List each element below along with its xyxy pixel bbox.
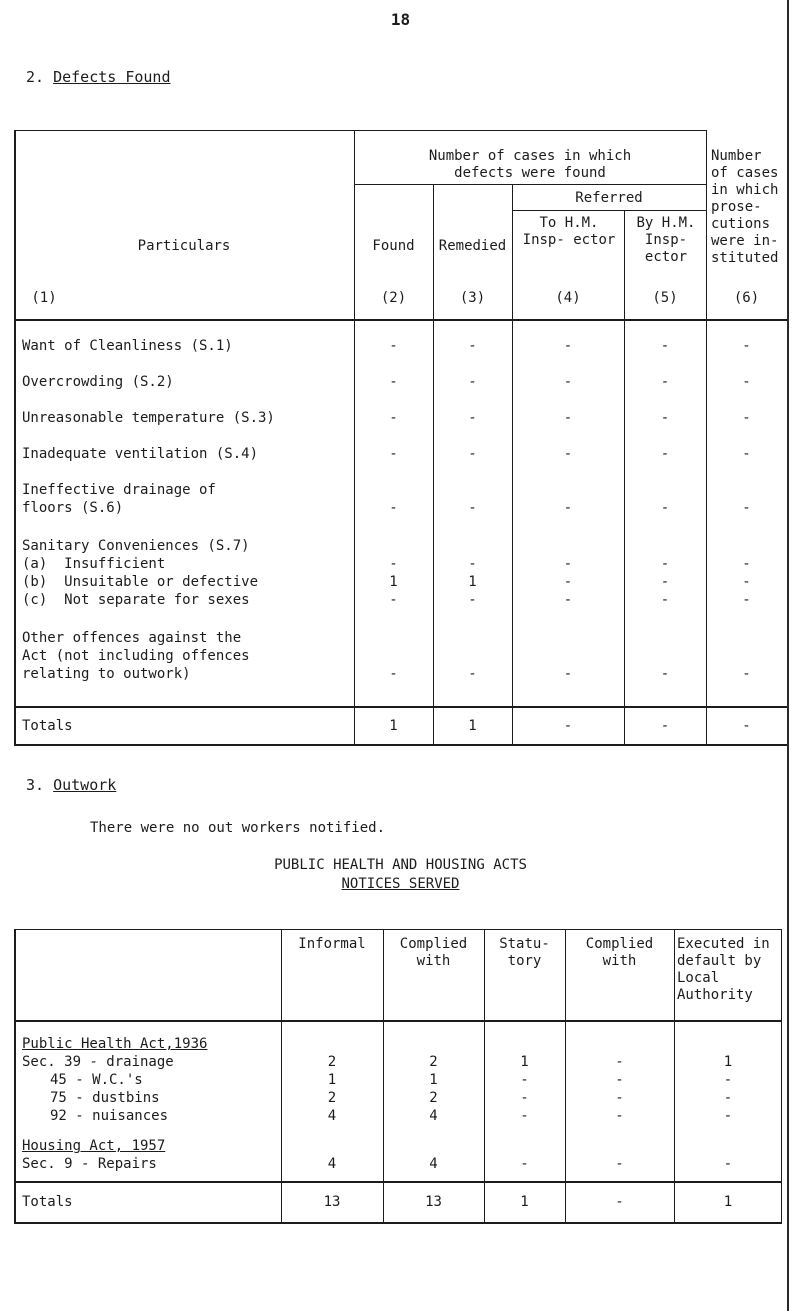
- notices-cell: -: [520, 1072, 529, 1088]
- defects-cell: -: [563, 556, 573, 572]
- defects-cell: -: [742, 592, 751, 608]
- notices-cell: 1: [429, 1072, 438, 1088]
- section2-heading: [26, 68, 171, 86]
- notices-totals-complied-1: 13: [425, 1194, 442, 1210]
- col-5-label: (5): [652, 290, 678, 306]
- defects-cell: -: [468, 500, 477, 516]
- notices-cell: 4: [429, 1156, 438, 1172]
- notices-cell: 4: [327, 1108, 337, 1124]
- notices-title: PUBLIC HEALTH AND HOUSING ACTS: [274, 857, 527, 873]
- notices-cell: -: [615, 1072, 624, 1088]
- notices-row-label: Sec. 9 - Repairs: [22, 1156, 157, 1172]
- notices-cell: 1: [327, 1072, 337, 1088]
- header-referred: Referred: [575, 190, 643, 206]
- defects-cell: -: [742, 574, 751, 590]
- defects-cell: -: [563, 446, 573, 462]
- section3-heading: [26, 776, 116, 794]
- defects-cell: -: [468, 556, 477, 572]
- notices-cell: -: [520, 1156, 529, 1172]
- defects-cell: -: [389, 374, 398, 390]
- defects-row-label: Act (not including offences: [22, 648, 250, 664]
- defects-row-label: (a) Insufficient: [22, 556, 166, 572]
- notices-totals-executed: 1: [723, 1194, 733, 1210]
- notices-totals-informal: 13: [323, 1194, 341, 1210]
- defects-row-label: (c) Not separate for sexes: [22, 592, 250, 608]
- defects-cell: -: [468, 592, 477, 608]
- col-2-label: (2): [380, 290, 407, 306]
- header-executed-default: Executed in default by Local Authority: [677, 936, 770, 1003]
- defects-cell: -: [563, 338, 573, 354]
- defects-cell: -: [563, 574, 573, 590]
- defects-cell: -: [742, 556, 751, 572]
- totals-prosecutions: -: [742, 718, 751, 734]
- section3-number: 3.: [26, 776, 45, 794]
- defects-cell: -: [389, 446, 398, 462]
- defects-cell: -: [660, 410, 670, 426]
- notices-cell: -: [723, 1072, 733, 1088]
- col-4-label: (4): [555, 290, 581, 306]
- notices-cell: -: [723, 1156, 733, 1172]
- defects-row-label: relating to outwork): [22, 666, 191, 682]
- defects-cell: -: [742, 666, 751, 682]
- notices-cell: 4: [327, 1156, 337, 1172]
- defects-cell: -: [660, 556, 670, 572]
- notices-cell: -: [615, 1156, 624, 1172]
- notices-cell: 2: [327, 1090, 337, 1106]
- header-remedied: Remedied: [438, 238, 507, 254]
- defects-cell: -: [563, 374, 573, 390]
- defects-row-label: floors (S.6): [22, 500, 124, 516]
- totals-label: Totals: [22, 718, 73, 734]
- section2-number: 2.: [26, 68, 45, 86]
- defects-cell: -: [660, 374, 670, 390]
- defects-cell: -: [563, 500, 573, 516]
- defects-cell: -: [660, 666, 670, 682]
- defects-cell: -: [389, 556, 398, 572]
- defects-row-label: Inadequate ventilation (S.4): [22, 446, 259, 462]
- defects-cell: -: [660, 338, 670, 354]
- notices-cell: 1: [723, 1054, 733, 1070]
- notices-row-label: 75 - dustbins: [50, 1090, 160, 1106]
- defects-row-label: (b) Unsuitable or defective: [22, 574, 259, 590]
- notices-totals-complied-2: -: [615, 1194, 624, 1210]
- totals-by-hm: -: [660, 718, 670, 734]
- defects-cell: -: [389, 592, 398, 608]
- header-to-hm: To H.M. Insp- ector: [522, 215, 616, 248]
- col-6-label: (6): [733, 290, 760, 306]
- group-public-health-act: Public Health Act,1936: [22, 1036, 208, 1052]
- notices-cell: -: [615, 1090, 624, 1106]
- section3-title: Outwork: [53, 776, 117, 794]
- defects-cell: -: [742, 374, 751, 390]
- header-particulars: Particulars: [137, 238, 231, 254]
- totals-remedied: 1: [468, 718, 477, 734]
- header-complied-with-2: Complied with: [585, 936, 654, 969]
- group-housing-act: Housing Act, 1957: [22, 1138, 166, 1154]
- col-3-label: (3): [459, 290, 486, 306]
- notices-cell: 1: [520, 1054, 529, 1070]
- defects-cell: -: [468, 446, 477, 462]
- defects-cell: -: [742, 446, 751, 462]
- notices-row-label: 45 - W.C.'s: [50, 1072, 143, 1088]
- defects-cell: -: [660, 446, 670, 462]
- col-1-label: (1): [31, 290, 57, 306]
- defects-cell: -: [389, 666, 398, 682]
- defects-row-label: Want of Cleanliness (S.1): [22, 338, 233, 354]
- defects-row-label: Overcrowding (S.2): [22, 374, 174, 390]
- notices-cell: -: [520, 1090, 529, 1106]
- defects-cell: -: [389, 338, 398, 354]
- defects-cell: -: [468, 338, 477, 354]
- header-number-found: Number of cases in which defects were found: [428, 148, 632, 181]
- defects-cell: -: [468, 410, 477, 426]
- notices-cell: -: [615, 1054, 624, 1070]
- defects-cell: -: [563, 592, 573, 608]
- notices-row-label: Sec. 39 - drainage: [22, 1054, 174, 1070]
- notices-totals-label: Totals: [22, 1194, 73, 1210]
- notices-subtitle: NOTICES SERVED: [341, 876, 460, 892]
- section2-title: Defects Found: [53, 68, 171, 86]
- defects-cell: -: [563, 666, 573, 682]
- defects-cell: -: [742, 410, 751, 426]
- notices-cell: -: [723, 1108, 733, 1124]
- notices-cell: -: [723, 1090, 733, 1106]
- totals-to-hm: -: [563, 718, 573, 734]
- defects-row-label: Ineffective drainage of: [22, 482, 216, 498]
- defects-cell: -: [660, 500, 670, 516]
- defects-cell: 1: [468, 574, 477, 590]
- defects-row-label: Other offences against the: [22, 630, 242, 646]
- defects-cell: -: [660, 592, 670, 608]
- notices-cell: 4: [429, 1108, 438, 1124]
- defects-cell: -: [468, 374, 477, 390]
- defects-cell: 1: [389, 574, 398, 590]
- notices-cell: 2: [429, 1090, 438, 1106]
- header-informal: Informal: [298, 936, 366, 952]
- defects-cell: -: [660, 574, 670, 590]
- notices-row-label: 92 - nuisances: [50, 1108, 169, 1124]
- header-by-hm: By H.M. Insp- ector: [636, 215, 696, 265]
- defects-cell: -: [389, 500, 398, 516]
- defects-cell: -: [389, 410, 398, 426]
- defects-cell: -: [563, 410, 573, 426]
- notices-cell: -: [520, 1108, 529, 1124]
- header-statutory: Statu- tory: [499, 936, 550, 969]
- defects-cell: -: [468, 666, 477, 682]
- page-number: 18: [390, 10, 411, 29]
- page-edge: [787, 0, 789, 1311]
- defects-row-label: Sanitary Conveniences (S.7): [22, 538, 250, 554]
- header-complied-with-1: Complied with: [399, 936, 468, 969]
- notices-cell: -: [615, 1108, 624, 1124]
- header-found: Found: [372, 238, 415, 254]
- notices-cell: 2: [429, 1054, 438, 1070]
- notices-totals-statutory: 1: [520, 1194, 529, 1210]
- outwork-text: There were no out workers notified.: [90, 820, 386, 836]
- defects-cell: -: [742, 338, 751, 354]
- notices-cell: 2: [327, 1054, 337, 1070]
- defects-row-label: Unreasonable temperature (S.3): [22, 410, 275, 426]
- defects-cell: -: [742, 500, 751, 516]
- totals-found: 1: [389, 718, 398, 734]
- header-prosecutions: Number of cases in which prose- cutions were in- stituted: [711, 148, 779, 266]
